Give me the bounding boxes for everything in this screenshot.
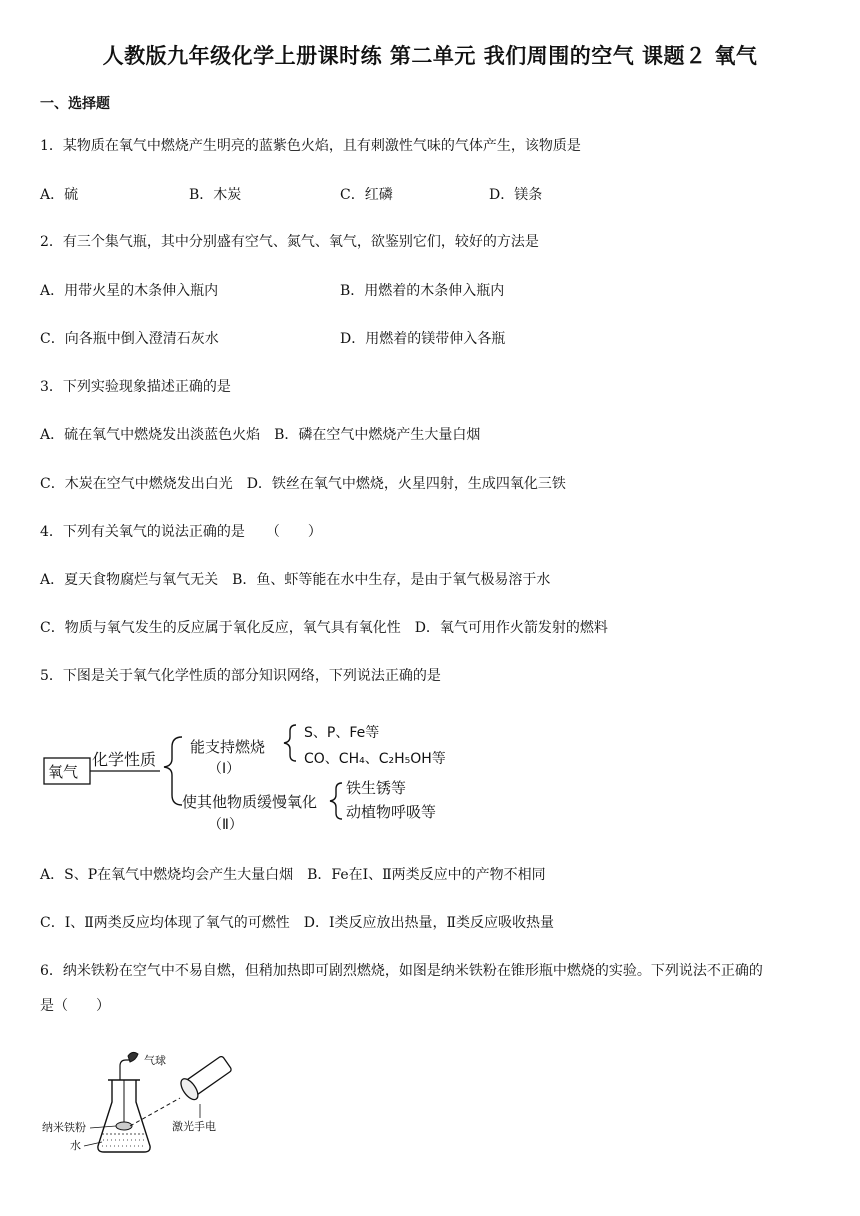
property-label: 化学性质	[92, 750, 157, 769]
question-5-stem: 5．下图是关于氧气化学性质的部分知识网络，下列说法正确的是	[40, 668, 441, 684]
laser-label: 激光手电	[172, 1120, 216, 1133]
page-title: 人教版九年级化学上册课时练 第二单元 我们周围的空气 课题２ 氧气	[102, 44, 758, 68]
question-2-stem: 2．有三个集气瓶，其中分别盛有空气、氮气、氧气，欲鉴别它们，较好的方法是	[40, 234, 539, 250]
question-4-stem: 4．下列有关氧气的说法正确的是 （ ）	[40, 524, 322, 540]
branch1-item-2: CO、CH₄、C₂H₅OH等	[304, 751, 446, 767]
q4-options-ab: A．夏天食物腐烂与氧气无关 B．鱼、虾等能在水中生存，是由于氧气极易溶于水	[40, 572, 551, 588]
q2-option-b: B．用燃着的木条伸入瓶内	[340, 283, 505, 299]
q4-options-cd: C．物质与氧气发生的反应属于氧化反应，氧气具有氧化性 D．氧气可用作火箭发射的燃料	[40, 620, 608, 636]
iron-powder-spoon	[116, 1122, 132, 1130]
q1-option-d: D．镁条	[489, 187, 543, 203]
q2-option-a: A．用带火星的木条伸入瓶内	[40, 283, 219, 299]
balloon	[128, 1052, 138, 1062]
oxygen-knowledge-diagram	[40, 715, 480, 837]
branch2-item-1: 铁生锈等	[346, 779, 407, 797]
question-1-stem: 1．某物质在氧气中燃烧产生明亮的蓝紫色火焰，且有刺激性气味的气体产生，该物质是	[40, 138, 581, 154]
section-heading: 一、选择题	[40, 96, 110, 112]
balloon-label: 气球	[144, 1054, 166, 1067]
powder-leader	[90, 1126, 116, 1128]
branch2-tag: （Ⅱ）	[208, 817, 243, 833]
q5-options-ab: A．S、P在氧气中燃烧均会产生大量白烟 B．Fe在Ⅰ、Ⅱ两类反应中的产物不相同	[40, 867, 546, 883]
nano-iron-experiment-figure	[40, 1050, 260, 1160]
q2-option-c: C．向各瓶中倒入澄清石灰水	[40, 331, 219, 347]
water-label: 水	[70, 1139, 81, 1152]
branch1-item-1: S、P、Fe等	[304, 725, 380, 741]
branch1-tag: （Ⅰ）	[208, 761, 241, 777]
branch1-label: 能支持燃烧	[190, 738, 266, 756]
branch2-item-2: 动植物呼吸等	[346, 803, 437, 821]
glass-tube	[120, 1060, 130, 1080]
root-label: 氧气	[48, 763, 79, 781]
laser-flashlight	[178, 1053, 234, 1102]
q1-option-b: B．木炭	[189, 187, 242, 203]
q1-option-c: C．红磷	[340, 187, 393, 203]
main-brace	[164, 737, 182, 805]
branch1-brace	[284, 725, 296, 761]
q3-options-ab: A．硫在氧气中燃烧发出淡蓝色火焰 B．磷在空气中燃烧产生大量白烟	[40, 427, 481, 443]
question-3-stem: 3．下列实验现象描述正确的是	[40, 379, 231, 395]
branch2-brace	[330, 783, 342, 819]
q2-option-d: D．用燃着的镁带伸入各瓶	[340, 331, 506, 347]
q3-options-cd: C．木炭在空气中燃烧发出白光 D．铁丝在氧气中燃烧，火星四射，生成四氧化三铁	[40, 476, 566, 492]
iron-powder-label: 纳米铁粉	[42, 1121, 86, 1134]
q5-options-cd: C．Ⅰ、Ⅱ两类反应均体现了氧气的可燃性 D．Ⅰ类反应放出热量，Ⅱ类反应吸收热量	[40, 915, 555, 931]
water-dots	[102, 1140, 146, 1146]
question-6-stem: 6．纳米铁粉在空气中不易自燃，但稍加热即可剧烈燃烧，如图是纳米铁粉在锥形瓶中燃烧的实验。下列说法不正确的	[40, 963, 763, 979]
q1-option-a: A．硫	[40, 187, 79, 203]
branch2-label: 使其他物质缓慢氧化	[182, 793, 318, 811]
question-6-stem-cont: 是（ ）	[40, 998, 110, 1014]
